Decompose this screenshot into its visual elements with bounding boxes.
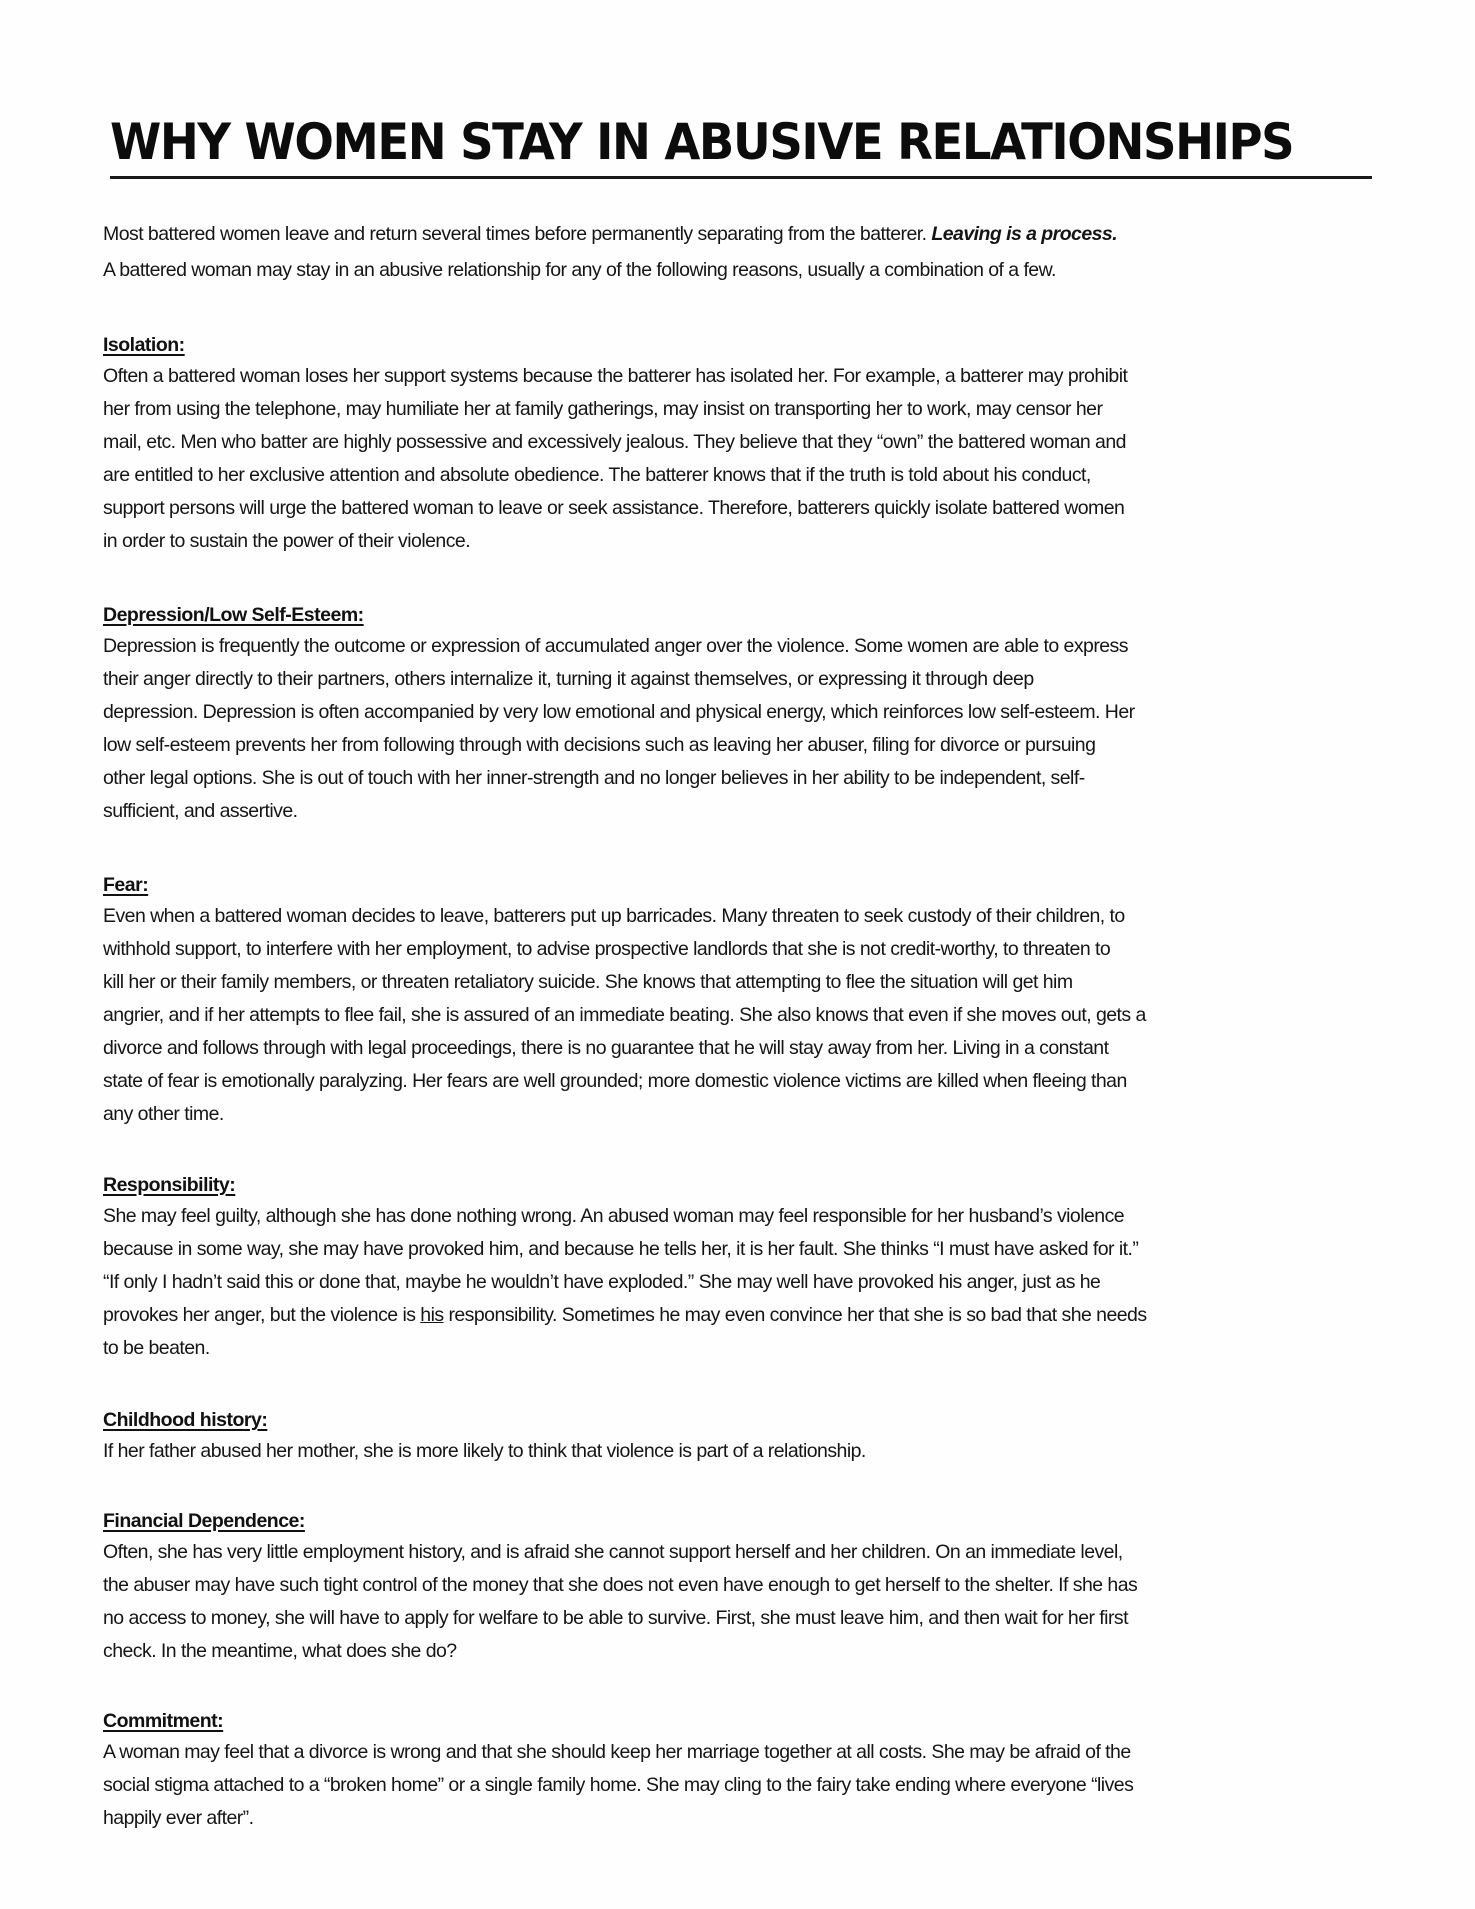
section-line: “If only I hadn’t said this or done that, maybe he wouldn’t have exploded.” She may well have provoked his anger, just as he <box>103 1271 1101 1293</box>
section-line: depression. Depression is often accompanied by very low emotional and physical energy, which reinforces low self-esteem. Her <box>103 701 1135 723</box>
page-title: WHY WOMEN STAY IN ABUSIVE RELATIONSHIPS <box>110 113 1294 171</box>
section-line: withhold support, to interfere with her employment, to advise prospective landlords that she is not credit-worthy, to threaten to <box>103 938 1111 960</box>
section-line: their anger directly to their partners, others internalize it, turning it against themselves, or expressing it through deep <box>103 668 1034 690</box>
section-line: any other time. <box>103 1103 224 1125</box>
section-depression <box>103 600 1393 828</box>
title-underline <box>110 176 1372 179</box>
section-line: happily ever after”. <box>103 1807 254 1829</box>
section-line: the abuser may have such tight control of the money that she does not even have enough to get herself to the shelter. If she has <box>103 1574 1138 1596</box>
section-line: her from using the telephone, may humiliate her at family gatherings, may insist on transporting her to work, may censor her <box>103 398 1103 420</box>
section-line: are entitled to her exclusive attention and absolute obedience. The batterer knows that if the truth is told about his conduct, <box>103 464 1091 486</box>
section-line: check. In the meantime, what does she do? <box>103 1640 457 1662</box>
section-heading: Financial Dependence: <box>103 1510 305 1532</box>
intro-line: A battered woman may stay in an abusive relationship for any of the following reasons, usually a combination of a few. <box>103 259 1056 281</box>
section-line: in order to sustain the power of their violence. <box>103 530 471 552</box>
section-line: social stigma attached to a “broken home” or a single family home. She may cling to the fairy take ending where everyone “lives <box>103 1774 1134 1796</box>
section-line: provokes her anger, but the violence is his responsibility. Sometimes he may even convince her that she is so bad that she needs <box>103 1304 1147 1326</box>
section-line: low self-esteem prevents her from following through with decisions such as leaving her abuser, filing for divorce or pursuing <box>103 734 1096 756</box>
section-line: Often, she has very little employment history, and is afraid she cannot support herself and her children. On an immediate level, <box>103 1541 1123 1563</box>
section-line: Often a battered woman loses her support systems because the batterer has isolated her. For example, a batterer may prohibit <box>103 365 1128 387</box>
section-line: state of fear is emotionally paralyzing. Her fears are well grounded; more domestic violence victims are killed when fleeing than <box>103 1070 1127 1092</box>
section-line: sufficient, and assertive. <box>103 800 298 822</box>
section-isolation <box>103 330 1393 558</box>
section-line: support persons will urge the battered woman to leave or seek assistance. Therefore, batterers quickly isolate battered women <box>103 497 1125 519</box>
intro-emphasis: Leaving is a process. <box>931 223 1118 245</box>
section-heading: Fear: <box>103 874 149 896</box>
section-commitment <box>103 1706 1393 1835</box>
section-heading: Isolation: <box>103 334 185 356</box>
section-line: Depression is frequently the outcome or expression of accumulated anger over the violence. Some women are able to express <box>103 635 1128 657</box>
section-line: If her father abused her mother, she is more likely to think that violence is part of a relationship. <box>103 1440 866 1462</box>
section-line: to be beaten. <box>103 1337 210 1359</box>
section-line: Even when a battered woman decides to leave, batterers put up barricades. Many threaten to seek custody of their children, to <box>103 905 1125 927</box>
section-childhood-history <box>103 1405 1393 1468</box>
section-line: She may feel guilty, although she has done nothing wrong. An abused woman may feel responsible for her husband’s violence <box>103 1205 1125 1227</box>
section-heading: Depression/Low Self-Esteem: <box>103 604 364 626</box>
section-heading: Responsibility: <box>103 1174 236 1196</box>
section-line: no access to money, she will have to apply for welfare to be able to survive. First, she must leave him, and then wait for her first <box>103 1607 1128 1629</box>
section-line: A woman may feel that a divorce is wrong and that she should keep her marriage together at all costs. She may be afraid of the <box>103 1741 1131 1763</box>
intro-paragraph <box>103 216 1393 288</box>
section-line: because in some way, she may have provoked him, and because he tells her, it is her fault. She thinks “I must have asked for it.” <box>103 1238 1139 1260</box>
section-line: other legal options. She is out of touch with her inner-strength and no longer believes in her ability to be independent, self- <box>103 767 1085 789</box>
section-fear <box>103 870 1393 1131</box>
section-heading: Childhood history: <box>103 1409 268 1431</box>
intro-line <box>103 216 1393 252</box>
section-line: mail, etc. Men who batter are highly possessive and excessively jealous. They believe that they “own” the battered woman and <box>103 431 1126 453</box>
section-heading: Commitment: <box>103 1710 224 1732</box>
section-responsibility <box>103 1170 1393 1365</box>
emphasized-word: his <box>420 1304 444 1326</box>
section-financial-dependence <box>103 1506 1393 1668</box>
intro-text: Most battered women leave and return several times before permanently separating from the batterer. <box>103 223 927 245</box>
section-line: kill her or their family members, or threaten retaliatory suicide. She knows that attempting to flee the situation will get him <box>103 971 1073 993</box>
section-line: divorce and follows through with legal proceedings, there is no guarantee that he will stay away from her. Living in a constant <box>103 1037 1109 1059</box>
section-line: angrier, and if her attempts to flee fail, she is assured of an immediate beating. She also knows that even if she moves out, gets a <box>103 1004 1146 1026</box>
